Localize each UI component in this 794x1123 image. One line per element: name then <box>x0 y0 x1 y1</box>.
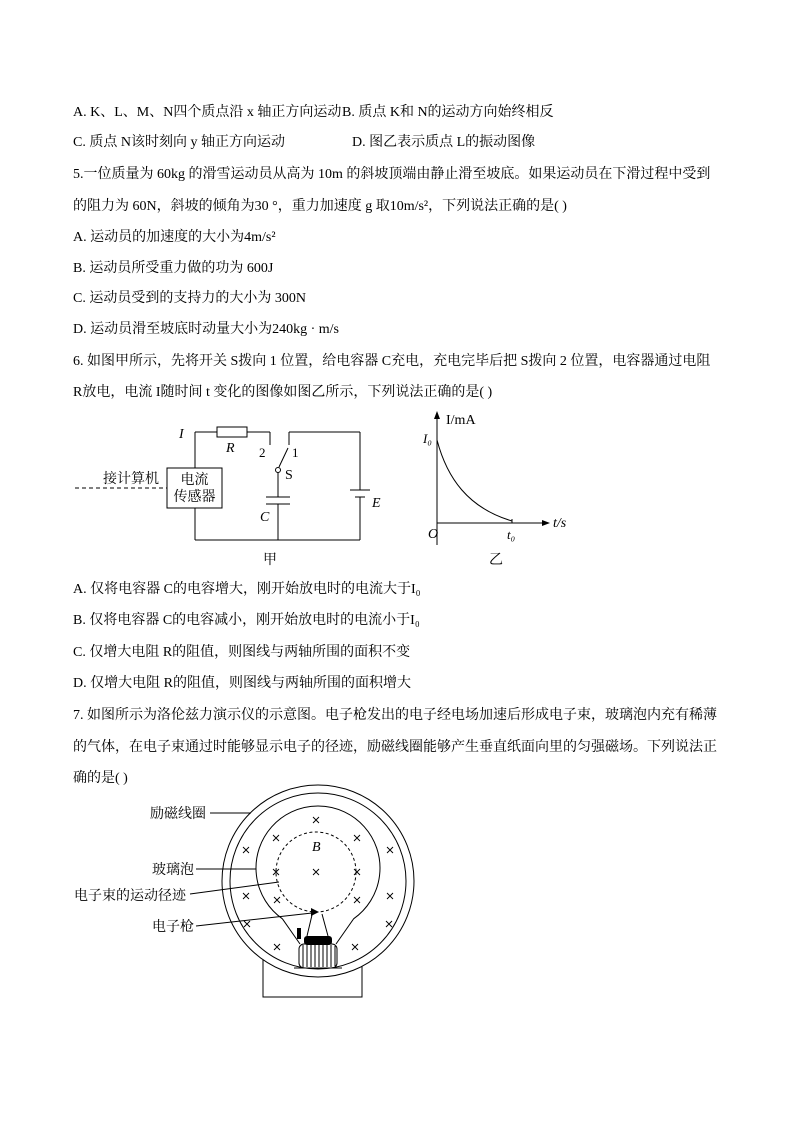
current-label: I <box>179 427 184 442</box>
capacitor-label: C <box>260 510 270 525</box>
resistor-symbol <box>217 427 247 437</box>
resistor-label: R <box>226 441 235 456</box>
x-axis-arrow <box>542 520 550 526</box>
q7-stem-line-2: 的气体，在电子束通过时能够显示电子的径迹，励磁线圈能够产生垂直纸面向里的匀强磁场。下列说法正 <box>73 740 717 755</box>
origin-label: O <box>428 527 439 542</box>
q5-option-a: A. 运动员的加速度的大小为4m/s² <box>73 230 276 245</box>
circuit-diagram <box>75 427 381 568</box>
q4-option-b: B. 质点 K和 N的运动方向始终相反 <box>342 105 554 120</box>
electrode-bar <box>297 928 301 939</box>
gun-label: 电子枪 <box>152 920 194 935</box>
q6-stem-line-1: 6. 如图甲所示，先将开关 S拨向 1 位置，给电容器 C充电，充电完毕后把 S拨向 2 位置，电容器通过电阻 <box>73 354 711 369</box>
discharge-curve <box>437 440 512 521</box>
q5-stem-line-2: 的阻力为 60N，斜坡的倾角为30 °，重力加速度 g 取10m/s²，下列说法正确的是( ) <box>73 199 567 214</box>
q5-option-b: B. 运动员所受重力做的功为 600J <box>73 261 274 276</box>
q6-option-a: A. 仅将电容器 C的电容增大，刚开始放电时的电流大于I₀ <box>73 582 421 597</box>
q4-option-d: D. 图乙表示质点 L的振动图像 <box>352 135 536 150</box>
bulb-label: 玻璃泡 <box>152 863 194 878</box>
figure-caption-jia: 甲 <box>263 553 277 568</box>
switch-pivot <box>276 468 281 473</box>
t0-label: t₀ <box>507 527 516 542</box>
discharge-graph <box>422 411 567 568</box>
q6-option-c: C. 仅增大电阻 R的阻值，则图线与两轴所围的面积不变 <box>73 645 411 660</box>
contact-2-label: 2 <box>259 445 266 460</box>
q5-option-d: D. 运动员滑至坡底时动量大小为240kg · m/s <box>73 322 339 337</box>
q5-stem-line-1: 5.一位质量为 60kg 的滑雪运动员从高为 10m 的斜坡顶端由静止滑至坡底。如果运动员在下滑过程中受到 <box>73 167 711 182</box>
coil-outer-ring <box>222 785 414 977</box>
i0-label: I₀ <box>423 431 432 446</box>
q7-stem-line-1: 7. 如图所示为洛伦兹力演示仪的示意图。电子枪发出的电子经电场加速后形成电子束，玻璃泡内充有稀薄 <box>73 708 717 723</box>
q4-option-a: A. K、L、M、N四个质点沿 x 轴正方向运动 <box>73 105 342 120</box>
beam-path-label: 电子束的运动径迹 <box>74 889 186 904</box>
q6-figure <box>0 400 794 580</box>
q4-option-c: C. 质点 N该时刻向 y 轴正方向运动 <box>73 135 285 150</box>
sensor-label-line-1: 电流 <box>180 473 209 488</box>
y-axis-arrow <box>434 411 440 419</box>
battery-label: E <box>372 496 381 511</box>
lorentz-demonstrator-diagram <box>74 785 414 997</box>
q6-stem-line-2: R放电，电流 I随时间 t 变化的图像如图乙所示，下列说法正确的是( ) <box>73 385 493 400</box>
sensor-label-line-2: 传感器 <box>173 490 216 505</box>
q5-option-c: C. 运动员受到的支持力的大小为 300N <box>73 291 306 306</box>
q6-option-d: D. 仅增大电阻 R的阻值，则图线与两轴所围的面积增大 <box>73 676 411 691</box>
q6-option-b: B. 仅将电容器 C的电容减小，刚开始放电时的电流小于I₀ <box>73 613 420 628</box>
figure-caption-yi: 乙 <box>489 553 503 568</box>
contact-1-label: 1 <box>292 445 299 460</box>
y-axis-label: I/mA <box>446 413 476 428</box>
q7-figure <box>0 780 794 1010</box>
x-axis-label: t/s <box>553 516 567 531</box>
switch-label: S <box>285 468 293 483</box>
q7-stem-line-3: 确的是( ) <box>73 771 128 786</box>
switch-blade <box>279 448 288 467</box>
coil-label: 励磁线圈 <box>150 807 206 822</box>
magnetic-field-label: B <box>312 840 321 855</box>
computer-label: 接计算机 <box>103 472 159 487</box>
